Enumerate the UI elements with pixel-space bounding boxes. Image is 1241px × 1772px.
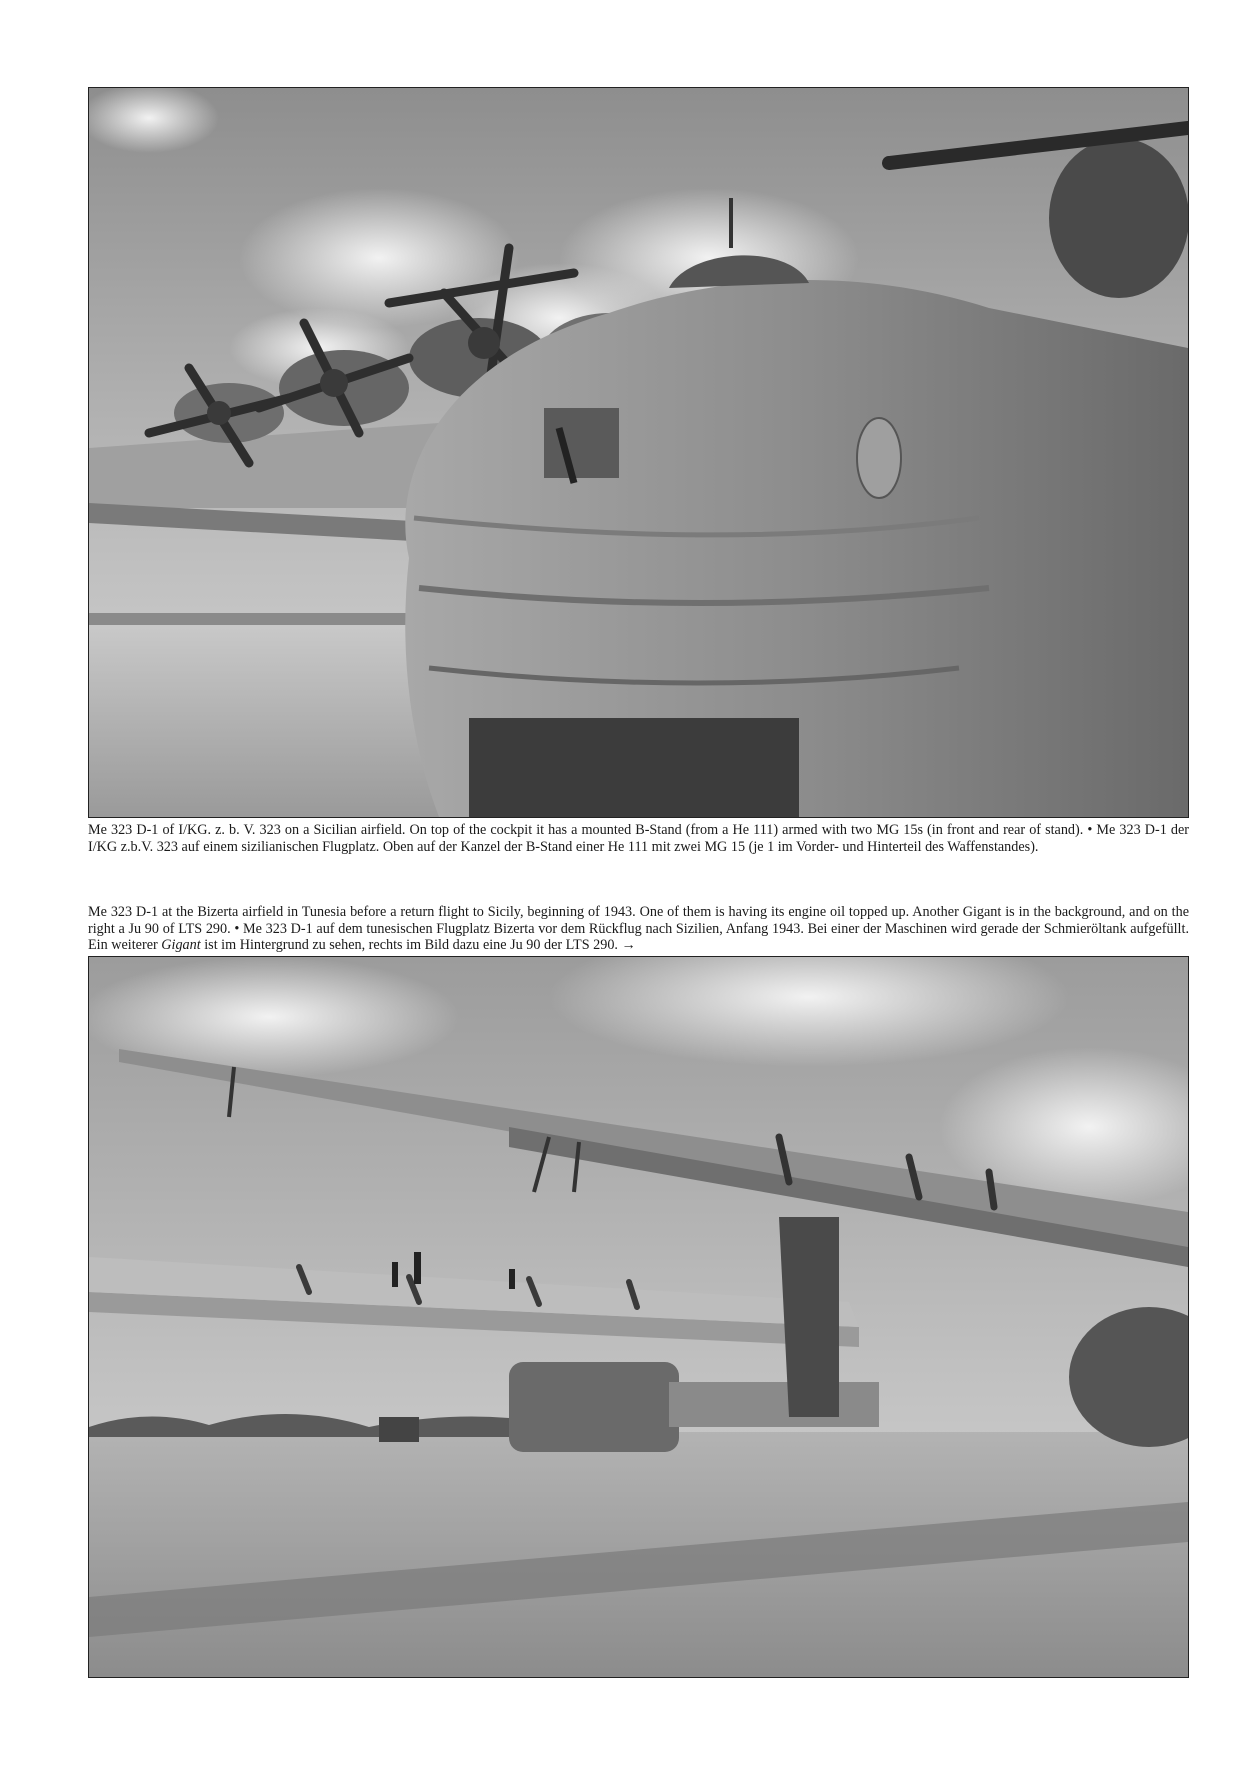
photo-me323-bizerta-image (89, 957, 1188, 1677)
photo-me323-nose-image (89, 88, 1188, 817)
caption-2-german-italic: Gigant (161, 937, 201, 953)
caption-photo-1 (88, 822, 1189, 855)
caption-2-separator: • (230, 920, 244, 937)
caption-2-german-part-2: ist im Hintergrund zu sehen, rechts im Bild dazu eine Ju 90 der LTS 290. (200, 937, 618, 953)
caption-1-german: Me 323 D-1 der I/KG z.b.V. 323 auf einem sizilianischen Flugplatz. Oben auf der Kanzel der B-Stand einer He 111 mit zwei MG 15 (je 1 im Vorder- und Hinterteil des Waffenstandes). (88, 822, 1189, 855)
caption-1-english: Me 323 D-1 of I/KG. z. b. V. 323 on a Sicilian airfield. On top of the cockpit it has a mounted B-Stand (from a He 111) armed with two MG 15s (in front and rear of stand). (88, 822, 1084, 838)
caption-1-separator: • (1083, 822, 1097, 838)
photo-me323-sicilian-airfield (88, 87, 1189, 818)
photo-me323-bizerta-airfield (88, 956, 1189, 1678)
caption-2-english: Me 323 D-1 at the Bizerta airfield in Tunesia before a return flight to Sicily, beginning of 1943. One of them is having its engine oil topped up. Another Gigant is in the background, and on the right a Ju 90 of LTS 290. (88, 904, 1189, 937)
continue-arrow-icon: → (617, 937, 636, 953)
caption-2-german-part-1: Me 323 D-1 auf dem tunesischen Flugplatz Bizerta vor dem Rückflug nach Sizilien, Anfang 1943. Bei einer der Maschinen wird gerade der Schmieröltank aufgefüllt. Ein weiterer (88, 920, 1189, 953)
caption-photo-2 (88, 904, 1189, 954)
